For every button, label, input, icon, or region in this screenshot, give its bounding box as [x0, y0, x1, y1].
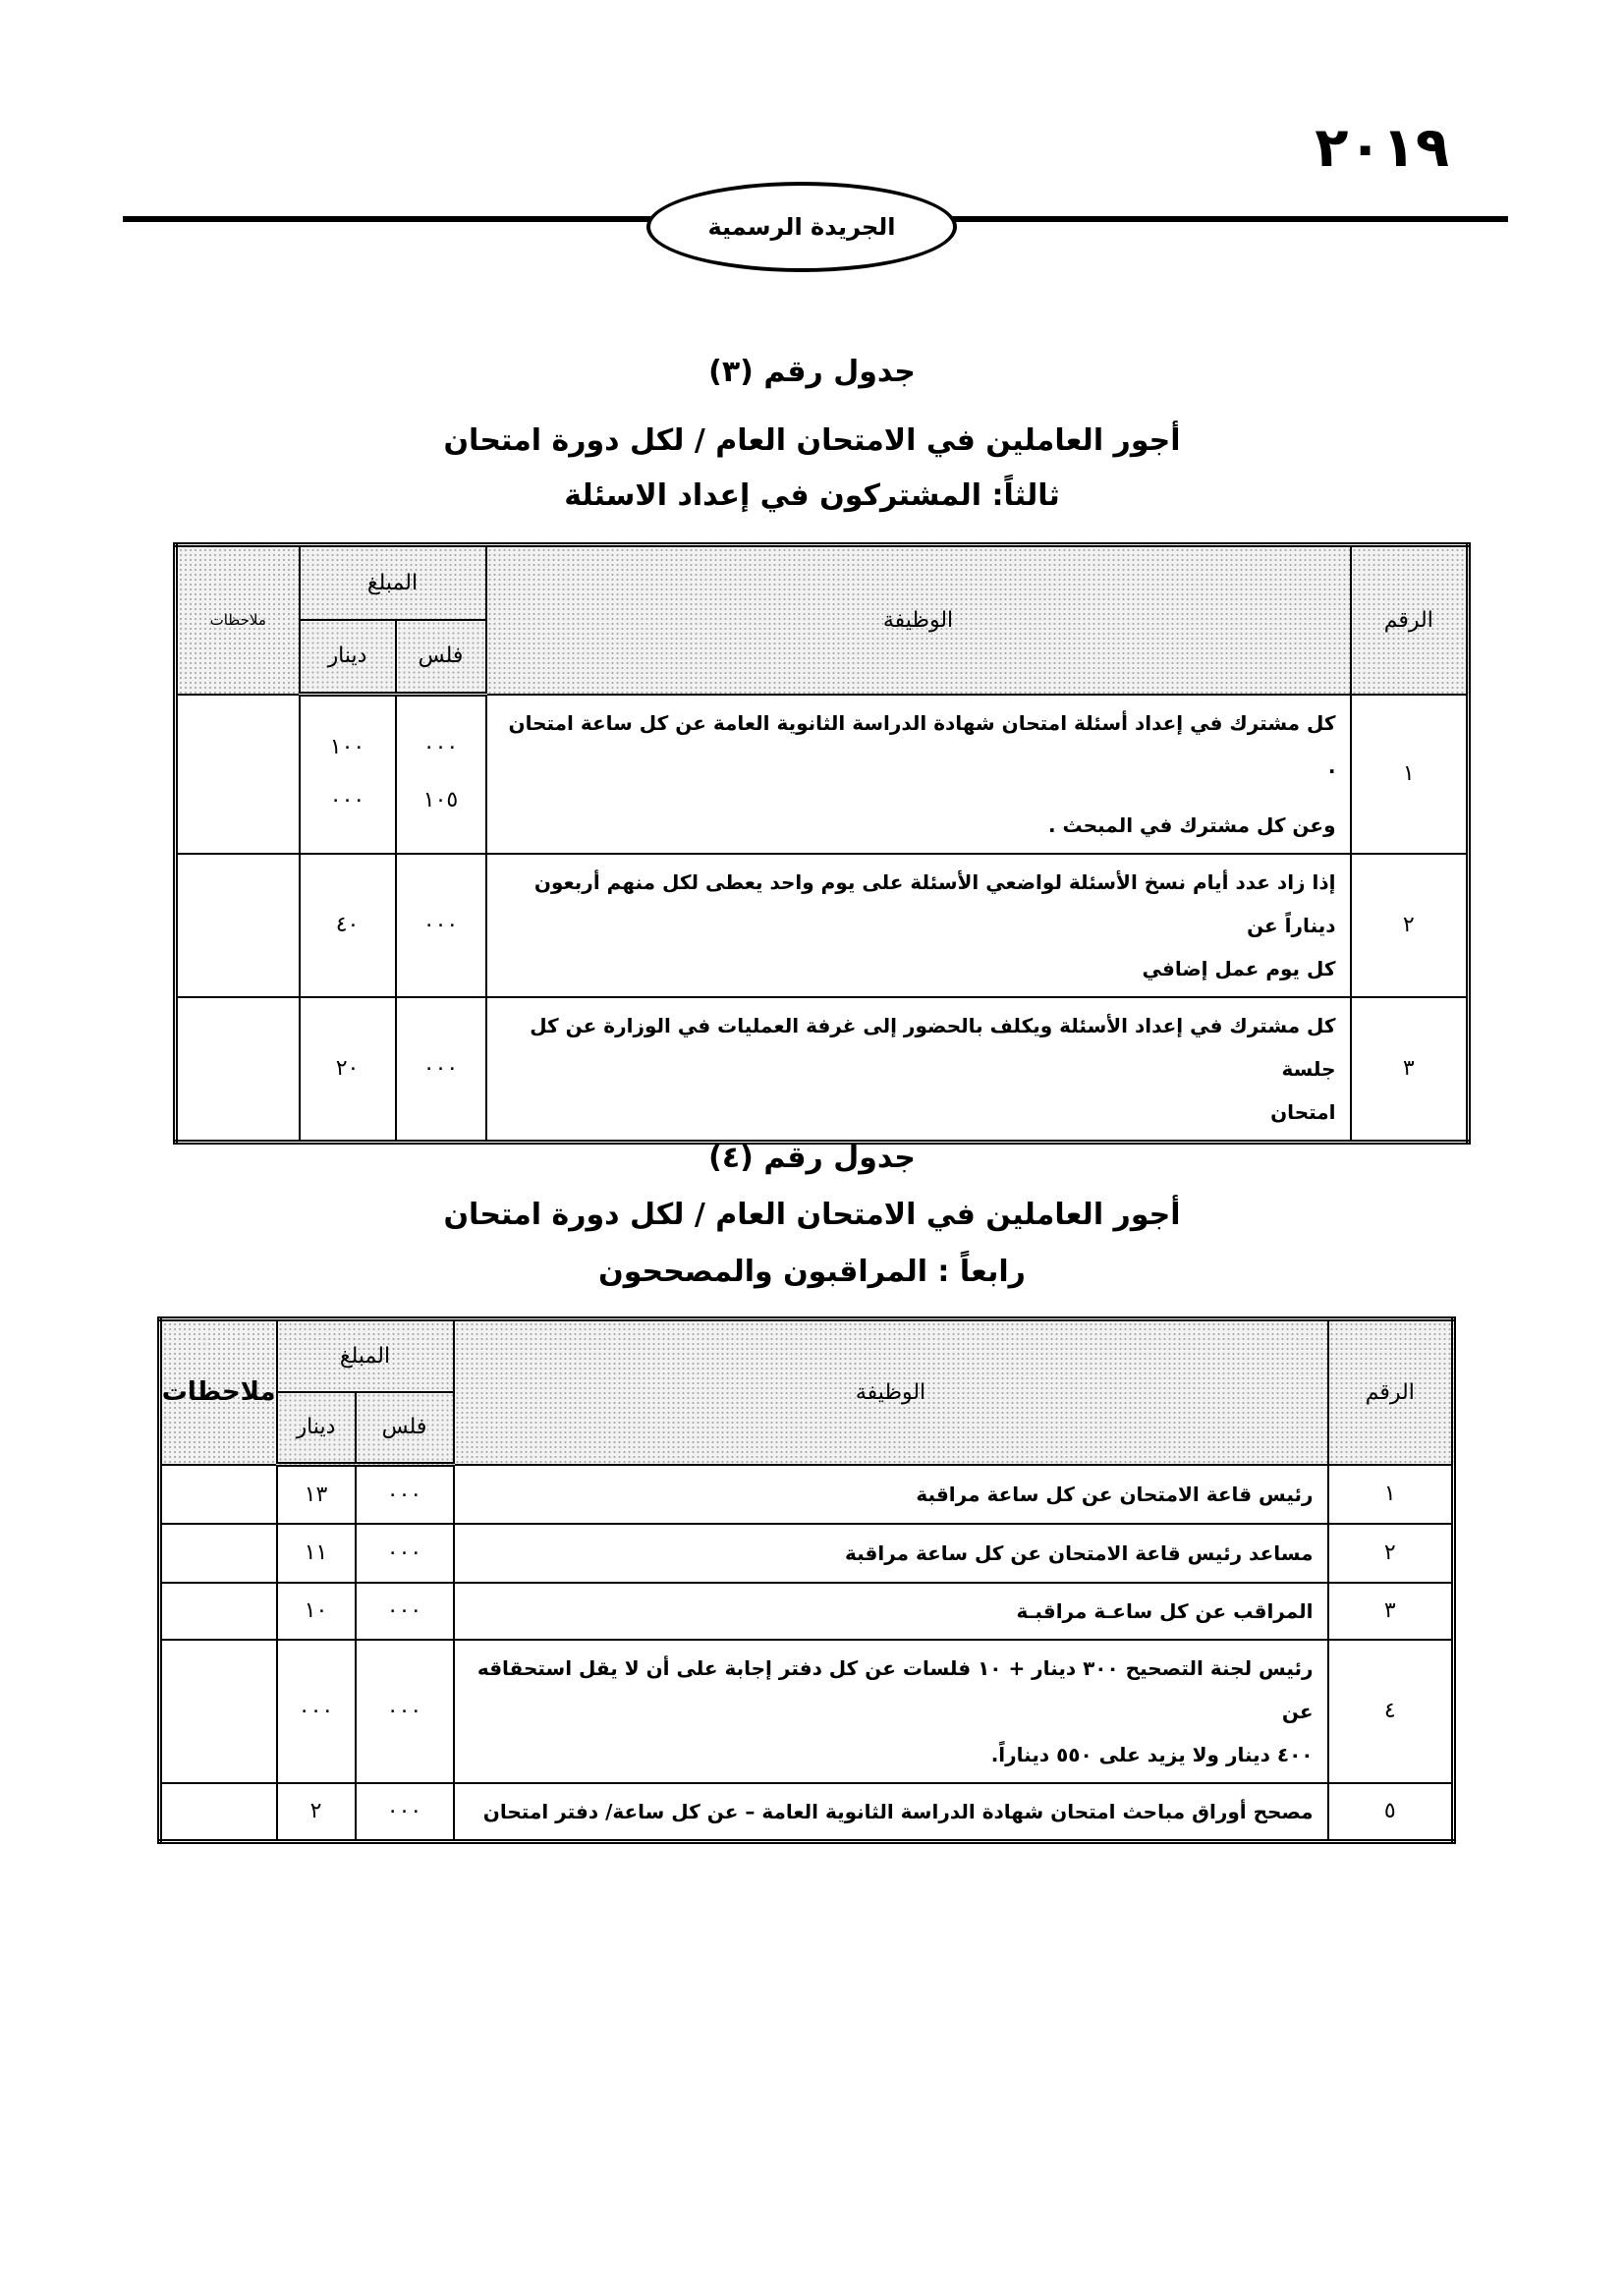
row-number: ١	[1328, 1465, 1454, 1524]
row-fils: ٠٠٠	[356, 1465, 454, 1524]
row-fils: ٠٠٠	[356, 1783, 454, 1842]
table4-title-block	[0, 1135, 1624, 1296]
row-description	[486, 854, 1351, 997]
row-description-line: وعن كل مشترك في المبحث .	[1048, 812, 1336, 837]
table3-subtitle: أجور العاملين في الامتحان العام / لكل دورة امتحان	[443, 423, 1181, 458]
page-number: ٢٠١٩	[1315, 116, 1449, 180]
table4-header-fils: فلس	[356, 1392, 454, 1465]
table-row	[160, 1524, 1454, 1583]
row-fils: ٠٠٠	[396, 854, 486, 997]
table4-title: جدول رقم (٤)	[708, 1141, 916, 1175]
row-description-line: امتحان	[1270, 1099, 1336, 1124]
table-row	[160, 1640, 1454, 1783]
table4-header-notes: ملاحظات	[160, 1319, 277, 1465]
row-fils: ٠٠٠	[356, 1524, 454, 1583]
row-description	[486, 695, 1351, 854]
row-dinar: ١١	[277, 1524, 356, 1583]
table4-header-job: الوظيفة	[454, 1319, 1328, 1465]
row-notes	[176, 997, 300, 1143]
table-row	[176, 695, 1469, 854]
gazette-title: الجريدة الرسمية	[707, 213, 896, 241]
table-row	[176, 997, 1469, 1143]
row-description: المراقب عن كل ساعـة مراقبـة	[454, 1583, 1328, 1640]
row-description: مصحح أوراق مباحث امتحان شهادة الدراسة الثانوية العامة – عن كل ساعة/ دفتر امتحان	[454, 1783, 1328, 1842]
row-dinar: ٠٠٠	[277, 1640, 356, 1783]
row-fils: ٠٠٠	[356, 1640, 454, 1783]
table-row	[160, 1465, 1454, 1524]
table3-header-job: الوظيفة	[486, 545, 1351, 695]
row-number: ٥	[1328, 1783, 1454, 1842]
dinar-value: ٠٠٠	[329, 788, 365, 813]
table4-header-amount: المبلغ	[277, 1319, 454, 1392]
table3-section: ثالثاً: المشتركون في إعداد الاسئلة	[564, 478, 1060, 513]
row-dinar: ٢	[277, 1783, 356, 1842]
row-fils: ٠٠٠	[396, 997, 486, 1143]
row-number: ١	[1351, 695, 1469, 854]
row-notes	[176, 695, 300, 854]
row-number: ٤	[1328, 1640, 1454, 1783]
row-dinar: ١٠	[277, 1583, 356, 1640]
table3	[173, 542, 1471, 1145]
row-dinar: ١٣	[277, 1465, 356, 1524]
row-notes	[160, 1524, 277, 1583]
table3-title-block	[0, 349, 1624, 520]
fils-value: ١٠٥	[422, 788, 459, 813]
row-description	[486, 997, 1351, 1143]
row-number: ٣	[1351, 997, 1469, 1143]
row-description-line: رئيس لجنة التصحيح ٣٠٠ دينار + ١٠ فلسات عن كل دفتر إجابة على أن لا يقل استحقاقه عن	[476, 1655, 1314, 1723]
row-fils: ٠٠٠	[356, 1583, 454, 1640]
row-notes	[160, 1783, 277, 1842]
row-description: مساعد رئيس قاعة الامتحان عن كل ساعة مراقبة	[454, 1524, 1328, 1583]
row-description-line: كل يوم عمل إضافي	[1142, 956, 1336, 980]
row-dinar: ٤٠	[300, 854, 396, 997]
table3-header-fils: فلس	[396, 620, 486, 695]
row-number: ٢	[1351, 854, 1469, 997]
dinar-value: ١٠٠	[329, 735, 365, 760]
row-dinar: ٢٠	[300, 997, 396, 1143]
row-number: ٣	[1328, 1583, 1454, 1640]
row-description: رئيس قاعة الامتحان عن كل ساعة مراقبة	[454, 1465, 1328, 1524]
table3-header-amount: المبلغ	[300, 545, 486, 620]
table4-header-number: الرقم	[1328, 1319, 1454, 1465]
table4	[157, 1316, 1456, 1844]
gazette-title-oval	[646, 182, 957, 272]
table3-header-number: الرقم	[1351, 545, 1469, 695]
row-notes	[160, 1583, 277, 1640]
table3-header-dinar: دينار	[300, 620, 396, 695]
table3-title: جدول رقم (٣)	[708, 355, 916, 389]
table-row	[160, 1783, 1454, 1842]
row-notes	[176, 854, 300, 997]
row-notes	[160, 1465, 277, 1524]
table4-section: رابعاً : المراقبون والمصححون	[598, 1255, 1026, 1289]
table4-subtitle: أجور العاملين في الامتحان العام / لكل دورة امتحان	[443, 1198, 1181, 1232]
row-description-line: ٤٠٠ دينار ولا يزيد على ٥٥٠ ديناراً.	[990, 1742, 1314, 1766]
table3-header-notes: ملاحظات	[176, 545, 300, 695]
table-row	[176, 854, 1469, 997]
row-description-line: إذا زاد عدد أيام نسخ الأسئلة لواضعي الأسئلة على يوم واحد يعطى لكل منهم أربعون ديناراً عن	[533, 869, 1336, 937]
table-row	[160, 1583, 1454, 1640]
table4-header-dinar: دينار	[277, 1392, 356, 1465]
fils-value: ٠٠٠	[422, 735, 459, 760]
row-description	[454, 1640, 1328, 1783]
row-dinar	[300, 695, 396, 854]
row-fils	[396, 695, 486, 854]
row-notes	[160, 1640, 277, 1783]
row-number: ٢	[1328, 1524, 1454, 1583]
row-description-line: كل مشترك في إعداد أسئلة امتحان شهادة الدراسة الثانوية العامة عن كل ساعة امتحان .	[508, 710, 1336, 778]
row-description-line: كل مشترك في إعداد الأسئلة ويكلف بالحضور إلى غرفة العمليات في الوزارة عن كل جلسة	[530, 1013, 1336, 1081]
